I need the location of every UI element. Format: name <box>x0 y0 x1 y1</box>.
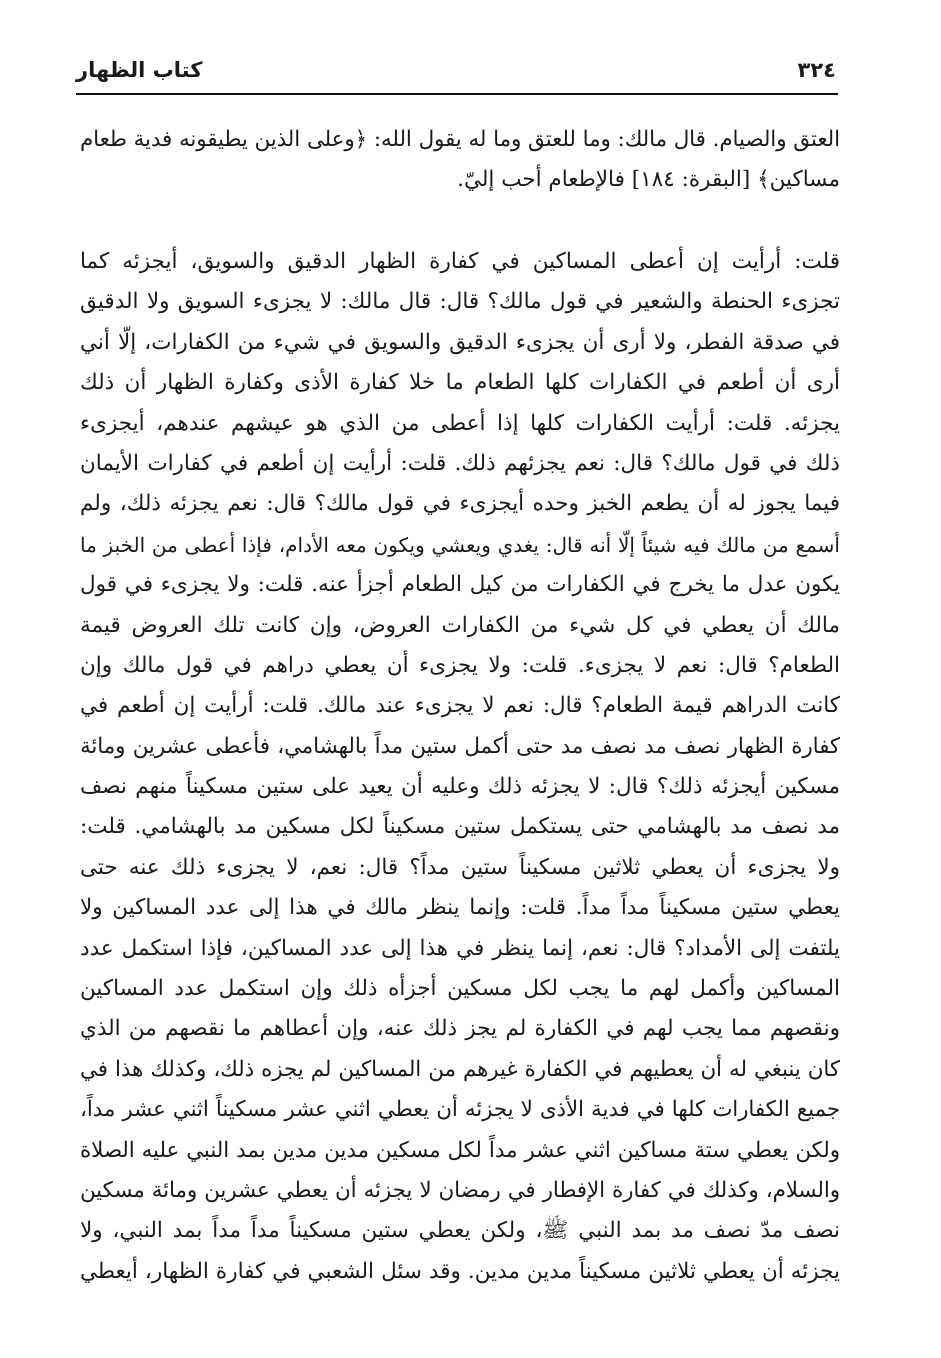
text-line: ولكن يعطي ستة مساكين اثني عشر مداً لكل مسكين مدين مدين بمد النبي عليه الصلاة <box>80 1137 840 1163</box>
text-line: ولا يجزىء أن يعطي ثلاثين مسكيناً ستين مداً؟ قال: نعم، لا يجزىء ذلك عنه حتى <box>80 854 840 880</box>
text-line: الطعام؟ قال: نعم لا يجزىء. قلت: ولا يجزىء أن يعطي دراهم في قول مالك وإن <box>80 652 840 678</box>
page-header <box>76 58 836 94</box>
text-line: يجزئه. قلت: أرأيت الكفارات كلها إذا أعطى من الذي هو عيشهم عندهم، أيجزىء <box>80 410 840 436</box>
text-line: يلتفت إلى الأمداد؟ قال: نعم، إنما ينظر في هذا إلى عدد المساكين، فإذا استكمل عدد <box>80 935 840 961</box>
text-line: العتق والصيام. قال مالك: وما للعتق وما له يقول الله: ﴿وعلى الذين يطيقونه فدية طعام <box>80 127 840 152</box>
text-line: فيما يجوز له أن يطعم الخبز وحده أيجزىء في قول مالك؟ قال: نعم يجزئه ذلك، ولم <box>80 491 840 517</box>
header-divider <box>76 93 838 95</box>
text-line: يجزئه أن يعطي ثلاثين مسكيناً مدين مدين. وقد سئل الشعبي في كفارة الظهار، أيعطي <box>80 1258 840 1284</box>
text-line: يعطي ستين مسكيناً مداً مداً. قلت: وإنما ينظر مالك في هذا إلى عدد المساكين ولا <box>80 895 840 921</box>
text-line: مساكين﴾ [البقرة: ١٨٤] فالإطعام أحب إليّ. <box>457 167 840 193</box>
text-line: ذلك في قول مالك؟ قال: نعم يجزئهم ذلك. قلت: أرأيت إن أطعم في كفارات الأيمان <box>80 450 840 476</box>
text-line: نصف مدّ نصف مد بمد النبي ﷺ، ولكن يعطي ستين مسكيناً مداً مداً بمد النبي، ولا <box>80 1218 840 1244</box>
text-line: كان ينبغي له أن يعطيهم في الكفارة غيرهم من المساكين لم يجزه ذلك، وكذلك هذا في <box>80 1056 840 1082</box>
text-line: مالك أن يعطي في كل شيء من الكفارات العروض، وإن كانت تلك العروض قيمة <box>80 612 840 638</box>
text-line: في صدقة الفطر، ولا أرى أن يجزىء الدقيق والسويق في شيء من الكفارات، إلّا أني <box>80 329 840 355</box>
text-line: جميع الكفارات كلها في فدية الأذى لا يجزئه أن يعطي اثني عشر مسكيناً اثني عشر مداً، <box>80 1097 840 1123</box>
text-line: كانت الدراهم قيمة الطعام؟ قال: نعم لا يجزىء عند مالك. قلت: أرأيت إن أطعم في <box>80 693 840 719</box>
text-line: قلت: أرأيت إن أعطى المساكين في كفارة الظهار الدقيق والسويق، أيجزئه كما <box>80 249 840 274</box>
text-line: مسكين أيجزئه ذلك؟ قال: لا يجزئه ذلك وعليه أن يعيد على ستين مسكيناً منهم نصف <box>80 774 840 800</box>
page-number: ٣٢٤ <box>797 58 836 82</box>
text-line: والسلام، وكذلك في كفارة الإفطار في رمضان لا يجزئه أن يعطي عشرين ومائة مسكين <box>80 1177 840 1203</box>
text-line: يكون عدل ما يخرج في الكفارات من كيل الطعام أجزأ عنه. قلت: ولا يجزىء في قول <box>80 572 840 598</box>
text-line: تجزىء الحنطة والشعير في قول مالك؟ قال: قال مالك: لا يجزىء السويق ولا الدقيق <box>80 289 840 315</box>
paragraph-2 <box>80 242 840 1292</box>
text-line: كفارة الظهار نصف مد نصف مد حتى أكمل ستين مداً بالهشامي، فأعطى عشرين ومائة <box>80 733 840 759</box>
text-line: مد نصف مد بالهشامي حتى يستكمل ستين مسكيناً لكل مسكين مد بالهشامي. قلت: <box>80 814 840 840</box>
book-title: كتاب الظهار <box>76 58 203 82</box>
text-line: ونقصهم مما يجب لهم في الكفارة لم يجز ذلك عنه، وإن أعطاهم ما نقصهم من الذي <box>80 1016 840 1042</box>
text-line: المساكين وأكمل لهم ما يجب لكل مسكين أجزأه ذلك وإن استكمل عدد المساكين <box>80 976 840 1002</box>
text-line: أسمع من مالك فيه شيئاً إلّا أنه قال: يغدي ويعشي ويكون معه الأدام، فإذا أعطى من الخبز ما <box>80 532 840 557</box>
text-line: أرى أن أطعم في الكفارات كلها الطعام ما خلا كفارة الأذى وكفارة الظهار أن ذلك <box>80 370 840 396</box>
paragraph-1 <box>80 120 840 201</box>
